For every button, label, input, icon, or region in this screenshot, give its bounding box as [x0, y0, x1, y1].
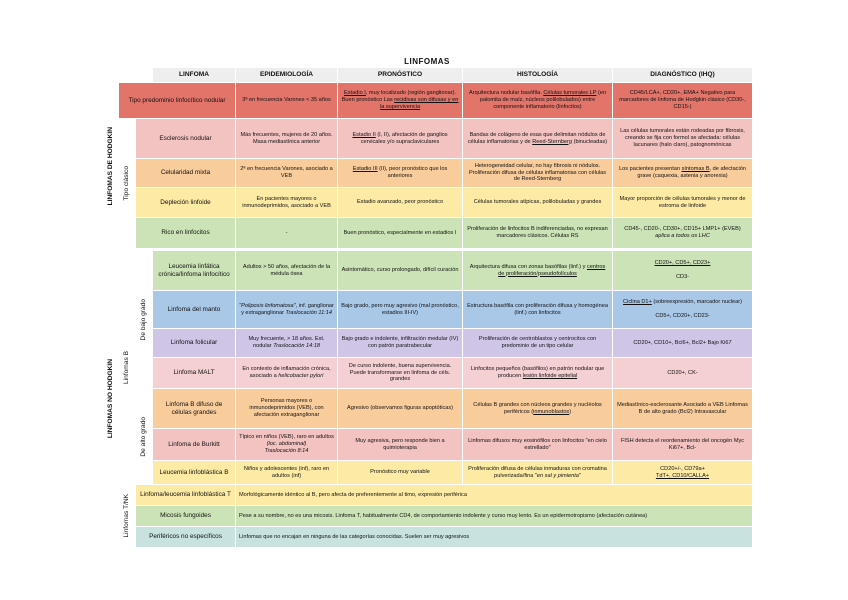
histologia-cell: Proliferación difusa de células inmaduras con cromatina pulverizada/fina "en sal y pimienta" — [463, 461, 613, 485]
linfoma-name: Periféricos no específicos — [136, 527, 236, 548]
subgroup-label-tipo-clasico: Tipo clásico — [119, 119, 136, 249]
header-spacer — [103, 68, 153, 83]
row-esclerosis-nodular — [103, 119, 753, 159]
row-perifericos — [103, 527, 753, 548]
diagnostico-cell: CD20+, CD5+, CD23+ CD3- — [613, 251, 753, 291]
epidemiologia-cell: Más frecuentes, mujeres de 20 años. Masa mediastínica anterior — [236, 119, 338, 159]
subgroup-label-bajo-grado: De bajo grado — [136, 251, 153, 389]
histologia-cell: Linfomas difusos muy eosinófilos con linfocitos "en cielo estrellado" — [463, 429, 613, 461]
linfoma-name: Linfoma MALT — [153, 358, 236, 389]
pronostico-cell: Bajo grado e indolente, infiltración medular (IV) con patrón paratrabecular — [338, 329, 463, 358]
row-predominio-linfocitico — [103, 83, 753, 119]
pronostico-cell: Estadio II (I, II), afectación de ganglios cervicales y/o supraclaviculares — [338, 119, 463, 159]
epidemiologia-cell: Muy frecuente, > 18 años. Ext. nodular Traslocación 14:18 — [236, 329, 338, 358]
linfoma-name: Leucemia linfoblástica B — [153, 461, 236, 485]
histologia-cell: Arquitectura nodular basófila. Células tumorales LP (en palomita de maíz, núcleos polilobulados) entre componente inflamatorio (linfocitos) — [463, 83, 613, 119]
linfoma-name: Leucemia linfática crónica/linfoma linfocítico — [153, 251, 236, 291]
linfoma-name: Linfoma de Burkitt — [153, 429, 236, 461]
pronostico-cell: Estadio III (II), peor pronóstico que los anteriores — [338, 159, 463, 188]
header-linfoma: LINFOMA — [153, 68, 236, 83]
epidemiologia-cell: 3ª en frecuencia Varones < 35 años — [236, 83, 338, 119]
diagnostico-cell: CD20+/-, CD79a+ TdT+, CD10/CALLA+ — [613, 461, 753, 485]
linfoma-name: Tipo predominio linfocítico nodular — [119, 83, 236, 119]
histologia-cell: Proliferación de linfocitos B indiferenciadas, no expresan marcadores clásicos. Células RS — [463, 218, 613, 249]
row-difuso-celulas-grandes — [103, 389, 753, 429]
histologia-cell: Heterogeneidad celular, no hay fibrosis ni nódulos. Proliferación difusa de células inflamatorias con células de Reed-Sternberg — [463, 159, 613, 188]
pronostico-cell: Estadio avanzado, peor pronóstico — [338, 188, 463, 218]
histologia-cell: Proliferación de centroblastos y centrocitos con predominio de un tipo celular — [463, 329, 613, 358]
histologia-cell: Células B grandes con núcleos grandes y nucléolos periféricos (inmunoblastos) — [463, 389, 613, 429]
page-title: LINFOMAS — [404, 57, 450, 66]
description-cell: Morfológicamente idéntico al B, pero afecta de preferentemente al timo, expresión periférica — [236, 485, 753, 506]
linfoma-name: Linfoma/leucemia linfoblástica T — [136, 485, 236, 506]
row-micosis-fungoides — [103, 506, 753, 527]
row-llc — [103, 251, 753, 291]
diagnostico-cell: CD20+, CK- — [613, 358, 753, 389]
linfoma-name: Linfoma folicular — [153, 329, 236, 358]
subgroup-label-linfomas-b: Linfomas B — [119, 251, 136, 485]
diagnostico-cell: Mayor proporción de células tumorales y menor de estroma de linfoide — [613, 188, 753, 218]
group-label-hodgkin: LINFOMAS DE HODGKIN — [103, 83, 119, 251]
description-cell: Pese a su nombre, no es una micosis. Linfoma T, habitualmente CD4, de comportamiento indolente y curso muy lento. Es un epidermotropismo (afectación cutánea) — [236, 506, 753, 527]
diagnostico-cell: CD45/LCA+, CD20+, EMA+ Negativo para marcadores de linfoma de Hodgkin clásico (CD30-, CD15-) — [613, 83, 753, 119]
row-folicular — [103, 329, 753, 358]
lymphoma-table — [102, 67, 753, 548]
linfoma-name: Micosis fungoides — [136, 506, 236, 527]
subgroup-label-alto-grado: De alto grado — [136, 389, 153, 485]
histologia-cell: Arquitectura difusa con zonas basófilas (linf.) y centros de proliferación/pseudofolículos — [463, 251, 613, 291]
pronostico-cell: Pronóstico muy variable — [338, 461, 463, 485]
histologia-cell: Estructura basófila con proliferación difusa y homogénea (linf.) con linfocitos — [463, 291, 613, 329]
epidemiologia-cell: Niños y adolescentes (inf), raro en adultos (inf) — [236, 461, 338, 485]
diagnostico-cell: CD20+, CD10+, Bcl6+, Bcl2+ Bajo Ki67 — [613, 329, 753, 358]
linfoma-name: Depleción linfoide — [136, 188, 236, 218]
row-burkitt — [103, 429, 753, 461]
header-histologia: HISTOLOGÍA — [463, 68, 613, 83]
epidemiologia-cell: Personas mayores o inmunodeprimidos (VEB), con afectación extraganglionar — [236, 389, 338, 429]
epidemiologia-cell: En contexto de inflamación crónica, asociado a helicobacter pylori — [236, 358, 338, 389]
group-label-no-hodgkin: LINFOMAS NO HODGKIN — [103, 251, 119, 548]
header-diagnostico: DIAGNÓSTICO (IHQ) — [613, 68, 753, 83]
row-manto — [103, 291, 753, 329]
epidemiologia-cell: "Poliposis linfomatosa", inf. ganglionar y extraganglionar Traslocación 11:14 — [236, 291, 338, 329]
histologia-cell: Linfocitos pequeños (basófilos) en patrón nodular que producen lesión linfoide epitelial — [463, 358, 613, 389]
linfoma-name: Linfoma del manto — [153, 291, 236, 329]
pronostico-cell: De curso indolente, buena supervivencia. Puede transformarse en linfoma de céls. grandes — [338, 358, 463, 389]
row-deplecion-linfoide — [103, 188, 753, 218]
epidemiologia-cell: 2ª en frecuencia Varones, asociado a VEB — [236, 159, 338, 188]
pronostico-cell: Asintomático, curso prolongado, difícil curación — [338, 251, 463, 291]
pronostico-cell: Bajo grado, pero muy agresivo (mal pronóstico, estadios III-IV) — [338, 291, 463, 329]
epidemiologia-cell: Típico en niños (VEB), raro en adultos (loc. abdominal) Traslocación 8:14 — [236, 429, 338, 461]
linfoma-name: Celularidad mixta — [136, 159, 236, 188]
histologia-cell: Bandas de colágeno de esas que delimitan nódulos de células inflamatorias y de Reed-Sternberg (binucleadas) — [463, 119, 613, 159]
pronostico-cell: Estadio I, muy localizado (región ganglionar). Buen pronóstico Las recidivas son difusas y en la supervivencia — [338, 83, 463, 119]
diagnostico-cell: Los pacientes presentan síntomas B, de afectación grave (caquexia, astenia y anorexia) — [613, 159, 753, 188]
diagnostico-cell: FISH detecta el reordenamiento del oncogén Myc Ki67+, Bcl- — [613, 429, 753, 461]
diagnostico-cell: Mediastínico-esclerosante Asociado a VEB Linfomas B de alto grado (Bcl2) Intravascular — [613, 389, 753, 429]
subgroup-label-linfomas-tnk: Linfomas T/NK — [119, 485, 136, 548]
linfoma-name: Rico en linfocitos — [136, 218, 236, 249]
epidemiologia-cell: - — [236, 218, 338, 249]
pronostico-cell: Buen pronóstico, especialmente en estadios I — [338, 218, 463, 249]
header-pronostico: PRONÓSTICO — [338, 68, 463, 83]
diagnostico-cell: Ciclina D1+ (sobreexpresión, marcador nuclear) CD5+, CD20+, CD23- — [613, 291, 753, 329]
header-epidemiologia: EPIDEMIOLOGÍA — [236, 68, 338, 83]
lymphoma-table-page — [102, 56, 752, 548]
epidemiologia-cell: En pacientes mayores o inmunodeprimidos, asociado a VEB — [236, 188, 338, 218]
row-leucemia-linfoblastica-b — [103, 461, 753, 485]
diagnostico-cell: Las células tumorales están rodeadas por fibrosis, creando se fija con formol se afectada: células lacunares (halo claro), patognomónicas — [613, 119, 753, 159]
linfoma-name: Esclerosis nodular — [136, 119, 236, 159]
pronostico-cell: Muy agresiva, pero responde bien a quimioterapia — [338, 429, 463, 461]
pronostico-cell: Agresivo (observamos figuras apoptóticas) — [338, 389, 463, 429]
histologia-cell: Células tumorales atípicas, polilobuladas y grandes — [463, 188, 613, 218]
row-linfoblastica-t — [103, 485, 753, 506]
row-celularidad-mixta — [103, 159, 753, 188]
epidemiologia-cell: Adultos > 50 años, afectación de la médula ósea — [236, 251, 338, 291]
diagnostico-cell: CD45-, CD20-, CD30+, CD15+ LMP1+ (EVEB) aplica a todos os LHC — [613, 218, 753, 249]
row-rico-linfocitos — [103, 218, 753, 249]
linfoma-name: Linfoma B difuso de células grandes — [153, 389, 236, 429]
description-cell: Linfomas que no encajan en ninguna de las categorías conocidas. Suelen ser muy agresivos — [236, 527, 753, 548]
header-row — [103, 68, 753, 83]
row-malt — [103, 358, 753, 389]
